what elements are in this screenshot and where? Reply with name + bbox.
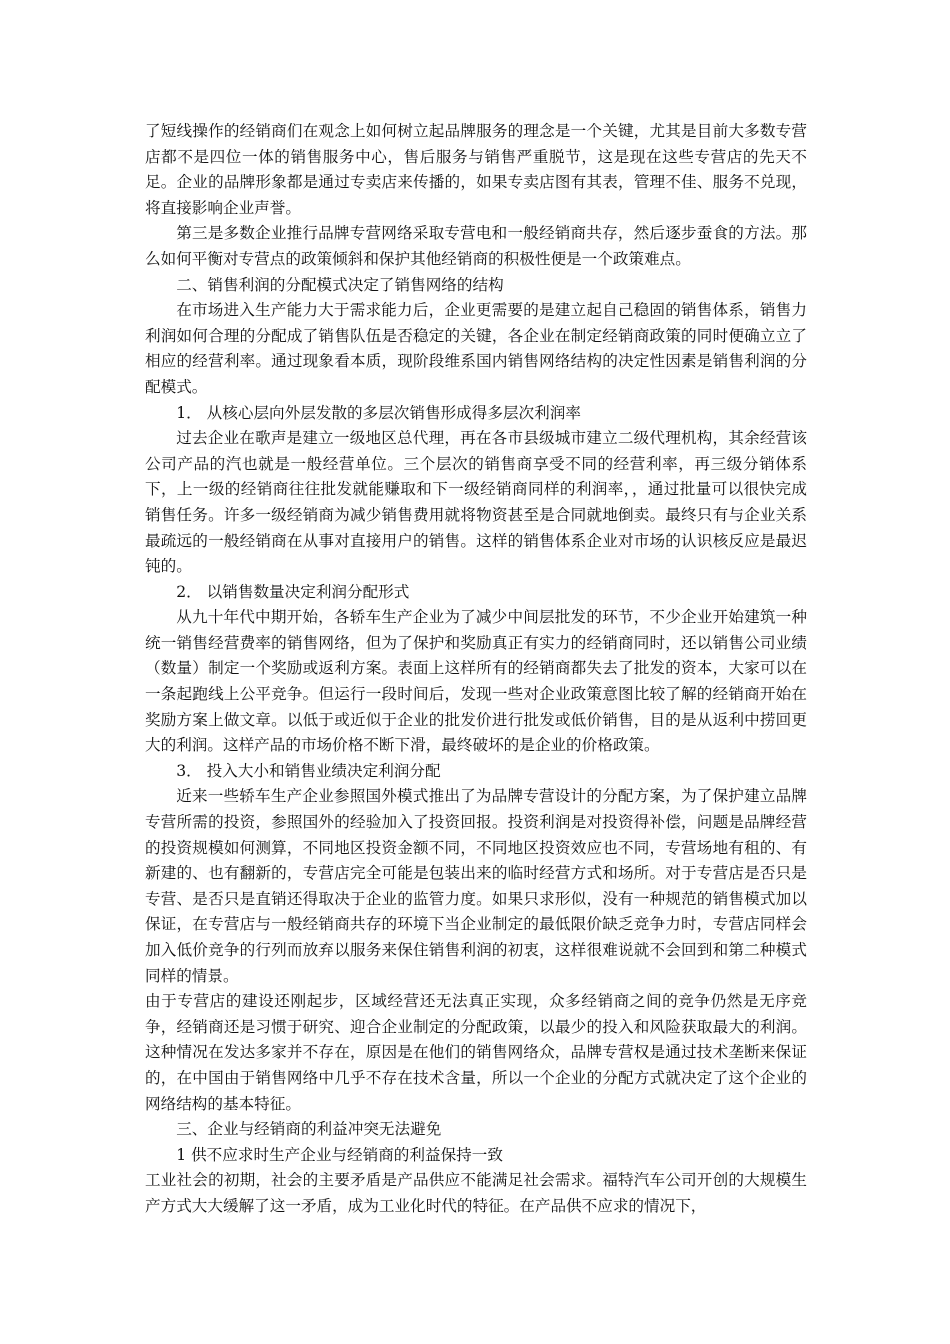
section-heading: 三、企业与经销商的利益冲突无法避免 [176, 1120, 442, 1139]
subsection-heading: 1． 从核心层向外层发散的多层次销售形成得多层次利润率 [176, 403, 581, 422]
paragraph: 从九十年代中期开始，各轿车生产企业为了减少中间层批发的环节，不少企业开始建筑一种统一销售经营费率的销售网络，但为了保护和奖励真正有实力的经销商同时，还以销售公司业绩（数量）制定一个奖励或返利方案。表面上这样所有的经销商都失去了批发的资本，大家可以在一条起跑线上公平竞争。但运行一段时间后，发现一些对企业政策意图比较了解的经销商开始在奖励方案上做文章。以低于或近似于企业的批发价进行批发或低价销售，目的是从返利中捞回更大的利润。这样产品的市场价格不断下滑，最终破坏的是企业的价格政策。 [145, 608, 807, 755]
paragraph: 了短线操作的经销商们在观念上如何树立起品牌服务的理念是一个关键，尤其是目前大多数专营店都不是四位一体的销售服务中心，售后服务与销售严重脱节，这是现在这些专营店的先天不足。企业的品牌形象都是通过专卖店来传播的，如果专卖店图有其表，管理不佳、服务不兑现，将直接影响企业声誉。 [145, 122, 807, 217]
subsection-heading: 2． 以销售数量决定利润分配形式 [176, 582, 410, 601]
document-body [145, 119, 807, 1220]
paragraph: 第三是多数企业推行品牌专营网络采取专营电和一般经销商共存，然后逐步蚕食的方法。那么如何平衡对专营点的政策倾斜和保护其他经销商的积极性便是一个政策难点。 [145, 224, 807, 268]
section-heading: 二、销售利润的分配模式决定了销售网络的结构 [176, 275, 504, 294]
paragraph: 工业社会的初期，社会的主要矛盾是产品供应不能满足社会需求。福特汽车公司开创的大规模生产方式大大缓解了这一矛盾，成为工业化时代的特征。在产品供不应求的情况下， [145, 1171, 807, 1215]
paragraph: 由于专营店的建设还刚起步，区域经营还无法真正实现，众多经销商之间的竞争仍然是无序竞争，经销商还是习惯于研究、迎合企业制定的分配政策，以最少的投入和风险获取最大的利润。这种情况在发达多家并不存在，原因是在他们的销售网络众，品牌专营权是通过技术垄断来保证的，在中国由于销售网络中几乎不存在技术含量，所以一个企业的分配方式就决定了这个企业的网络结构的基本特征。 [145, 992, 807, 1113]
subsection-heading: 3． 投入大小和销售业绩决定利润分配 [176, 761, 441, 780]
paragraph: 近来一些轿车生产企业参照国外模式推出了为品牌专营设计的分配方案，为了保护建立品牌专营所需的投资，参照国外的经验加入了投资回报。投资利润是对投资得补偿，问题是品牌经营的投资规模如何测算，不同地区投资金额不同，不同地区投资效应也不同，专营场地有租的、有新建的、也有翻新的，专营店完全可能是包装出来的临时经营方式和场所。对于专营店是否只是专营、是否只是直销还得取决于企业的监管力度。如果只求形似，没有一种规范的销售模式加以保证，在专营店与一般经销商共存的环境下当企业制定的最低限价缺乏竞争力时，专营店同样会加入低价竞争的行列而放弃以服务来保住销售利润的初衷，这样很难说就不会回到和第二种模式同样的情景。 [145, 787, 807, 985]
paragraph: 过去企业在歌声是建立一级地区总代理，再在各市县级城市建立二级代理机构，其余经营该公司产品的汽也就是一般经营单位。三个层次的销售商享受不同的经营利率，再三级分销体系下，上一级的经销商往往批发就能赚取和下一级经销商同样的利润率，，通过批量可以很快完成销售任务。许多一级经销商为减少销售费用就将物资甚至是合同就地倒卖。最终只有与企业关系最疏远的一般经销商在从事对直接用户的销售。这样的销售体系企业对市场的认识核反应是最迟钝的。 [145, 429, 807, 576]
subsection-heading: 1 供不应求时生产企业与经销商的利益保持一致 [176, 1145, 503, 1164]
paragraph: 在市场进入生产能力大于需求能力后，企业更需要的是建立起自己稳固的销售体系，销售力利润如何合理的分配成了销售队伍是否稳定的关键，各企业在制定经销商政策的同时便确立立了相应的经营利率。通过现象看本质，现阶段维系国内销售网络结构的决定性因素是销售利润的分配模式。 [145, 301, 807, 396]
